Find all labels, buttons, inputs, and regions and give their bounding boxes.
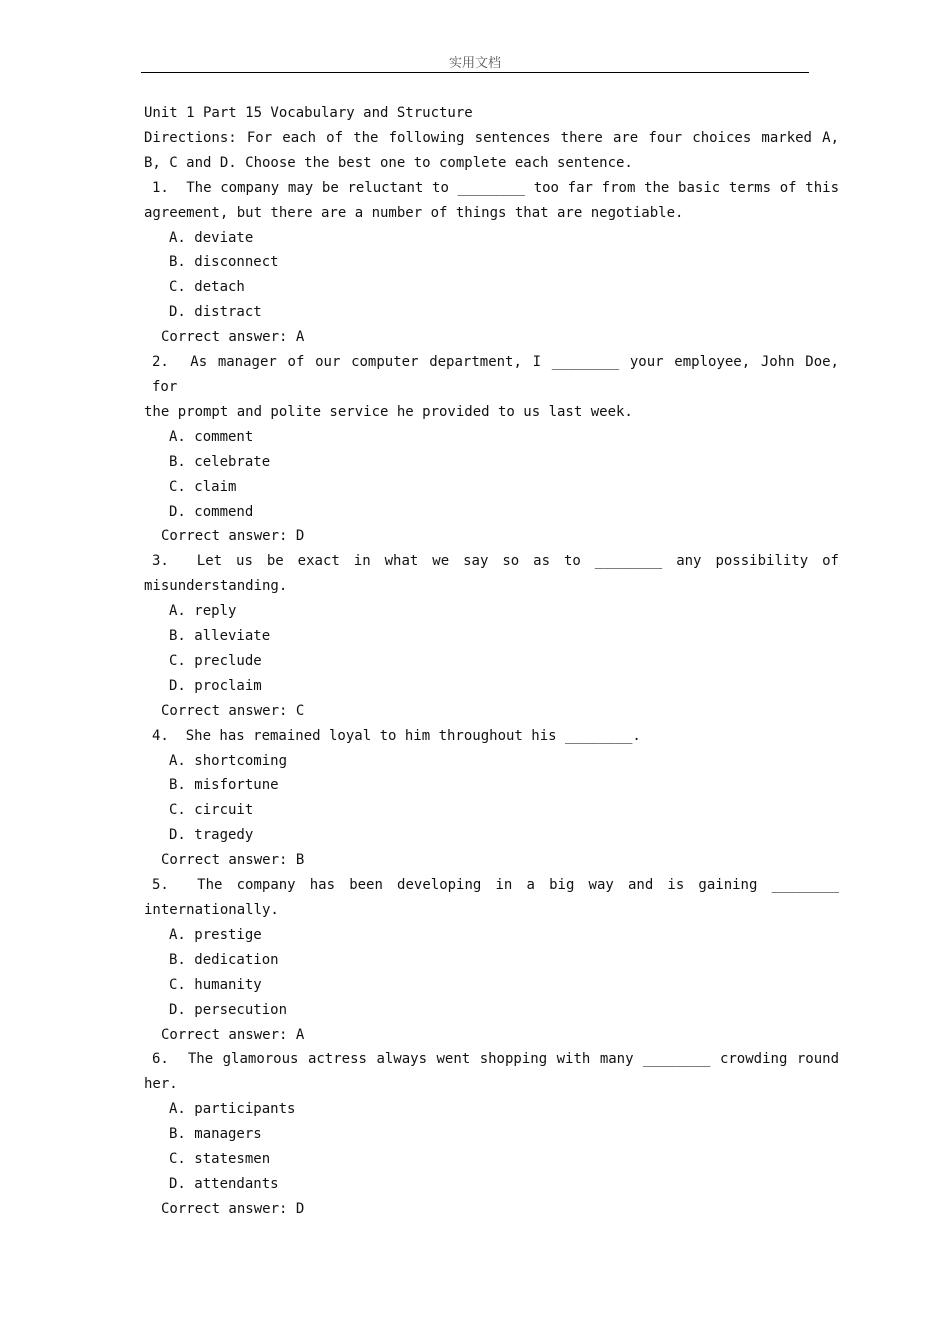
directions-line-2: B, C and D. Choose the best one to complete each sentence.: [144, 154, 633, 171]
option-c: C. humanity: [169, 976, 262, 993]
option-d: D. commend: [169, 503, 254, 520]
option-a: A. comment: [169, 428, 254, 445]
option-a: A. participants: [169, 1101, 296, 1118]
option-c: C. circuit: [169, 802, 254, 819]
correct-answer: Correct answer: C: [161, 702, 305, 719]
correct-answer: Correct answer: D: [161, 528, 305, 545]
correct-answer: Correct answer: D: [161, 1200, 305, 1217]
option-b: B. dedication: [169, 951, 279, 968]
question-1: [144, 176, 839, 350]
page-header: 实用文档: [141, 56, 809, 73]
question-text-line-2: internationally.: [144, 902, 279, 918]
option-d: D. attendants: [169, 1175, 279, 1192]
question-text-line-1: 3. Let us be exact in what we say so as to ________ any possibility of: [152, 553, 839, 570]
question-text-line-2: the prompt and polite service he provided to us last week.: [144, 403, 633, 420]
question-text-line-1: 4. She has remained loyal to him throughout his ________.: [152, 727, 641, 744]
question-text-line-2: her.: [144, 1076, 178, 1093]
option-d: D. tragedy: [169, 827, 254, 844]
option-b: B. managers: [169, 1126, 262, 1143]
option-a: A. reply: [169, 603, 237, 620]
question-3: [144, 549, 839, 723]
option-b: B. alleviate: [169, 628, 271, 645]
option-c: C. claim: [169, 478, 237, 495]
option-a: A. prestige: [169, 926, 262, 943]
option-b: B. misfortune: [169, 777, 279, 794]
question-5: [144, 873, 839, 1047]
option-b: B. disconnect: [169, 254, 279, 271]
correct-answer: Correct answer: B: [161, 852, 305, 869]
option-c: C. statesmen: [169, 1151, 271, 1168]
option-d: D. persecution: [169, 1001, 288, 1018]
question-2: [144, 350, 848, 549]
option-c: C. detach: [169, 279, 245, 296]
question-text-line-2: misunderstanding.: [144, 578, 288, 595]
question-text-line-1: 6. The glamorous actress always went shopping with many ________ crowding round: [152, 1051, 839, 1068]
question-4: [144, 724, 839, 873]
option-a: A. shortcoming: [169, 752, 288, 769]
option-c: C. preclude: [169, 652, 262, 669]
option-a: A. deviate: [169, 229, 254, 246]
option-b: B. celebrate: [169, 453, 271, 470]
question-text-line-1: 2. As manager of our computer department, I ________ your employee, John Doe, for: [152, 354, 848, 395]
question-6: [144, 1047, 839, 1221]
correct-answer: Correct answer: A: [161, 1026, 305, 1043]
question-text-line-1: 5. The company has been developing in a big way and is gaining ________: [152, 877, 839, 894]
option-d: D. proclaim: [169, 677, 262, 694]
document-body: [144, 101, 848, 1222]
question-text-line-2: agreement, but there are a number of things that are negotiable.: [144, 204, 684, 221]
directions-line-1: Directions: For each of the following sentences there are four choices marked A,: [144, 129, 839, 146]
option-d: D. distract: [169, 304, 262, 321]
question-text-line-1: 1. The company may be reluctant to ________ too far from the basic terms of this: [152, 179, 839, 196]
document-title: Unit 1 Part 15 Vocabulary and Structure: [144, 105, 473, 121]
correct-answer: Correct answer: A: [161, 329, 305, 346]
